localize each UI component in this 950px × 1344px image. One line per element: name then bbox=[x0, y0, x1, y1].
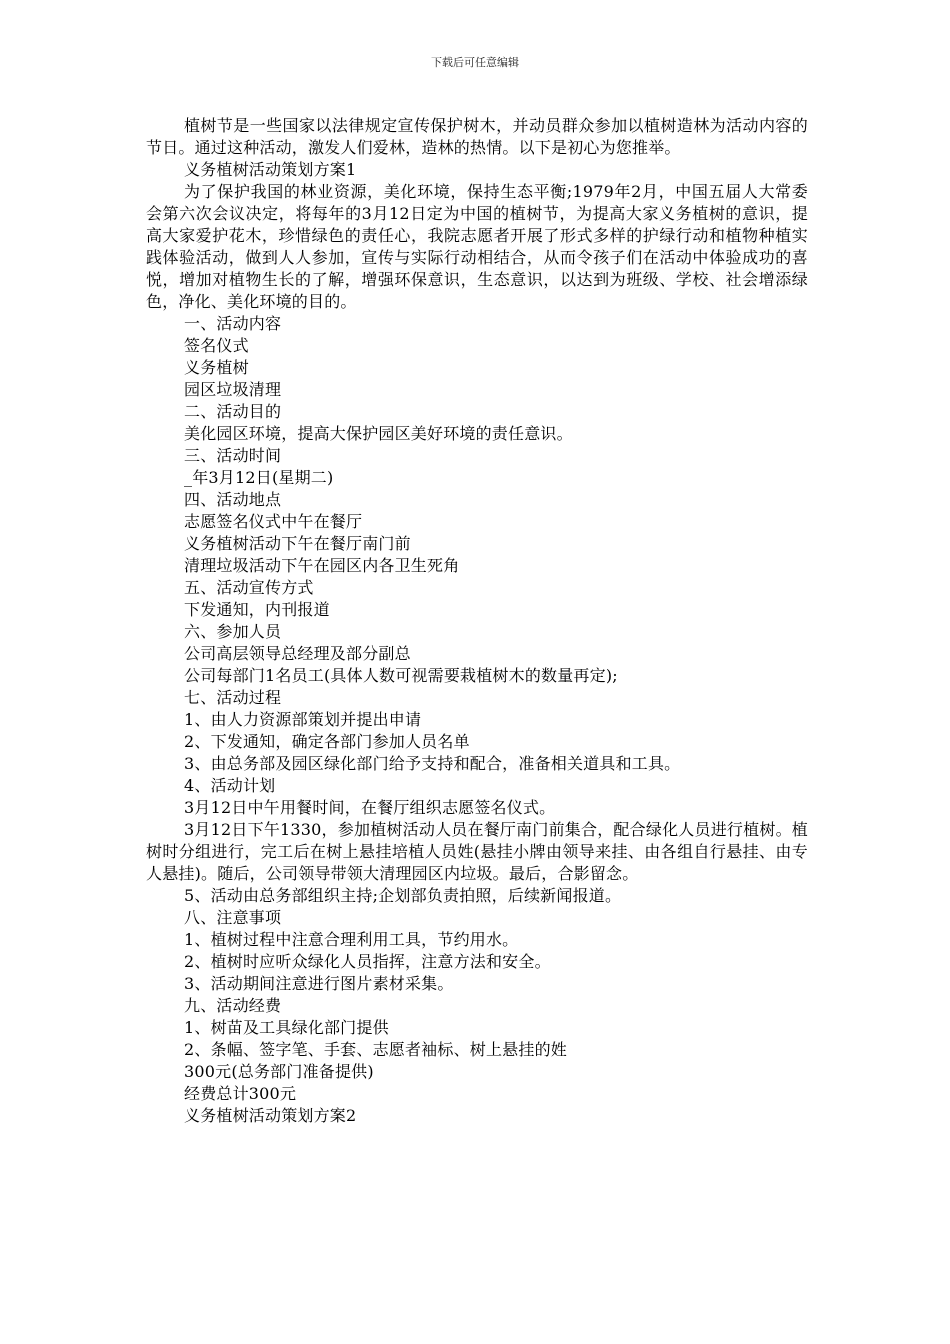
list-item: 4、活动计划 bbox=[184, 776, 276, 795]
section-text: _年3月12日(星期二) bbox=[184, 468, 334, 487]
section-heading: 一、活动内容 bbox=[184, 314, 282, 333]
list-item: 经费总计300元 bbox=[184, 1084, 297, 1103]
intro-paragraph: 植树节是一些国家以法律规定宣传保护树木，并动员群众参加以植树造林为活动内容的节日。通过这种活动，激发人们爱林，造林的热情。以下是初心为您推举。 bbox=[146, 116, 808, 157]
list-item: 义务植树 bbox=[184, 358, 249, 377]
list-item: 300元(总务部门准备提供) bbox=[184, 1062, 374, 1081]
list-item: 5、活动由总务部组织主持;企划部负责拍照，后续新闻报道。 bbox=[184, 886, 622, 905]
list-item: 园区垃圾清理 bbox=[184, 380, 282, 399]
list-item: 清理垃圾活动下午在园区内各卫生死角 bbox=[184, 556, 460, 575]
plan1-title: 义务植树活动策划方案1 bbox=[184, 160, 357, 179]
plan2-title: 义务植树活动策划方案2 bbox=[184, 1106, 357, 1125]
section-text: 下发通知，内刊报道 bbox=[184, 600, 330, 619]
list-item: 公司高层领导总经理及部分副总 bbox=[184, 644, 411, 663]
list-item: 公司每部门1名员工(具体人数可视需要栽植树木的数量再定); bbox=[184, 666, 618, 685]
section-heading: 二、活动目的 bbox=[184, 402, 282, 421]
section-heading: 九、活动经费 bbox=[184, 996, 282, 1015]
list-item: 义务植树活动下午在餐厅南门前 bbox=[184, 534, 411, 553]
section-heading: 四、活动地点 bbox=[184, 490, 282, 509]
section-heading: 八、注意事项 bbox=[184, 908, 282, 927]
section-heading: 五、活动宣传方式 bbox=[184, 578, 314, 597]
list-item: 3月12日中午用餐时间，在餐厅组织志愿签名仪式。 bbox=[184, 798, 556, 817]
afternoon-plan-paragraph: 3月12日下午1330，参加植树活动人员在餐厅南门前集合，配合绿化人员进行植树。植树时分组进行，完工后在树上悬挂培植人员姓(悬挂小牌由领导来挂、由各组自行悬挂、由专人悬挂)。随后，公司领导带领大清理园区内垃圾。最后，合影留念。 bbox=[146, 820, 808, 883]
plan1-background-paragraph: 为了保护我国的林业资源，美化环境，保持生态平衡;1979年2月，中国五届人大常委会第六次会议决定，将每年的3月12日定为中国的植树节，为提高大家义务植树的意识，提高大家爱护花木，珍惜绿色的责任心，我院志愿者开展了形式多样的护绿行动和植物种植实践体验活动，做到人人参加，宣传与实际行动相结合，从而令孩子们在活动中体验成功的喜悦，增加对植物生长的了解，增强环保意识，生态意识，以达到为班级、学校、社会增添绿色，净化、美化环境的目的。 bbox=[146, 182, 808, 311]
list-item: 3、活动期间注意进行图片素材采集。 bbox=[184, 974, 454, 993]
list-item: 2、条幅、签字笔、手套、志愿者袖标、树上悬挂的姓 bbox=[184, 1040, 567, 1059]
page-header: 下载后可任意编辑 bbox=[431, 56, 519, 69]
list-item: 2、下发通知，确定各部门参加人员名单 bbox=[184, 732, 470, 751]
section-heading: 七、活动过程 bbox=[184, 688, 282, 707]
section-text: 美化园区环境，提高大保护园区美好环境的责任意识。 bbox=[184, 424, 573, 443]
list-item: 1、树苗及工具绿化部门提供 bbox=[184, 1018, 389, 1037]
document-body bbox=[146, 115, 808, 1127]
list-item: 志愿签名仪式中午在餐厅 bbox=[184, 512, 363, 531]
section-heading: 六、参加人员 bbox=[184, 622, 282, 641]
section-heading: 三、活动时间 bbox=[184, 446, 282, 465]
list-item: 签名仪式 bbox=[184, 336, 249, 355]
list-item: 2、植树时应听众绿化人员指挥，注意方法和安全。 bbox=[184, 952, 551, 971]
list-item: 1、由人力资源部策划并提出申请 bbox=[184, 710, 422, 729]
list-item: 3、由总务部及园区绿化部门给予支持和配合，准备相关道具和工具。 bbox=[184, 754, 681, 773]
list-item: 1、植树过程中注意合理利用工具，节约用水。 bbox=[184, 930, 519, 949]
